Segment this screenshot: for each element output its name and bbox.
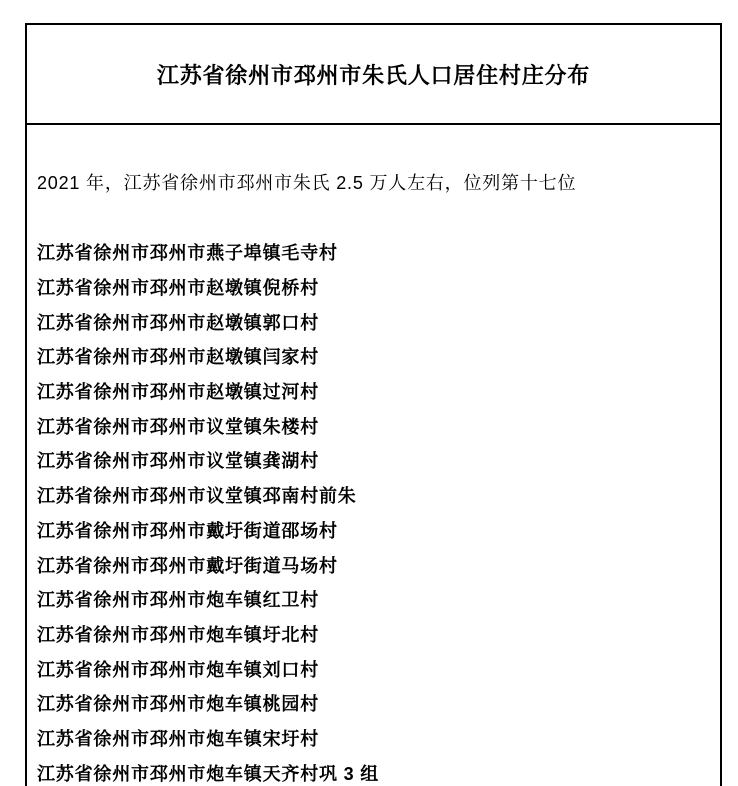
- village-distribution-table: [25, 23, 722, 786]
- village-list-item: 江苏省徐州市邳州市炮车镇刘口村: [37, 659, 319, 680]
- village-list: [37, 235, 708, 786]
- village-list-item: 江苏省徐州市邳州市议堂镇朱楼村: [37, 416, 319, 437]
- village-list-item: 江苏省徐州市邳州市炮车镇红卫村: [37, 590, 319, 611]
- village-list-item: 江苏省徐州市邳州市炮车镇桃园村: [37, 694, 319, 715]
- village-list-item: 江苏省徐州市邳州市赵墩镇过河村: [37, 382, 319, 403]
- village-list-item: 江苏省徐州市邳州市炮车镇宋圩村: [37, 728, 319, 749]
- village-list-item: 江苏省徐州市邳州市赵墩镇闫家村: [37, 347, 319, 368]
- intro-text: 2021 年，江苏省徐州市邳州市朱氏 2.5 万人左右，位列第十七位: [37, 173, 577, 193]
- village-list-item: 江苏省徐州市邳州市燕子埠镇毛寺村: [37, 243, 338, 264]
- village-list-item: 江苏省徐州市邳州市炮车镇圩北村: [37, 624, 319, 645]
- village-list-item: 江苏省徐州市邳州市议堂镇龚湖村: [37, 451, 319, 472]
- village-list-item: 江苏省徐州市邳州市议堂镇邳南村前朱: [37, 486, 357, 507]
- village-list-item: 江苏省徐州市邳州市炮车镇天齐村巩 3 组: [37, 763, 380, 784]
- village-list-item: 江苏省徐州市邳州市赵墩镇郭口村: [37, 312, 319, 333]
- page-title: 江苏省徐州市邳州市朱氏人口居住村庄分布: [156, 62, 591, 88]
- table-content-row: [27, 125, 720, 786]
- village-list-item: 江苏省徐州市邳州市赵墩镇倪桥村: [37, 278, 319, 299]
- village-list-item: 江苏省徐州市邳州市戴圩街道马场村: [37, 555, 338, 576]
- table-title-row: [27, 25, 720, 125]
- village-list-item: 江苏省徐州市邳州市戴圩街道邵场村: [37, 520, 338, 541]
